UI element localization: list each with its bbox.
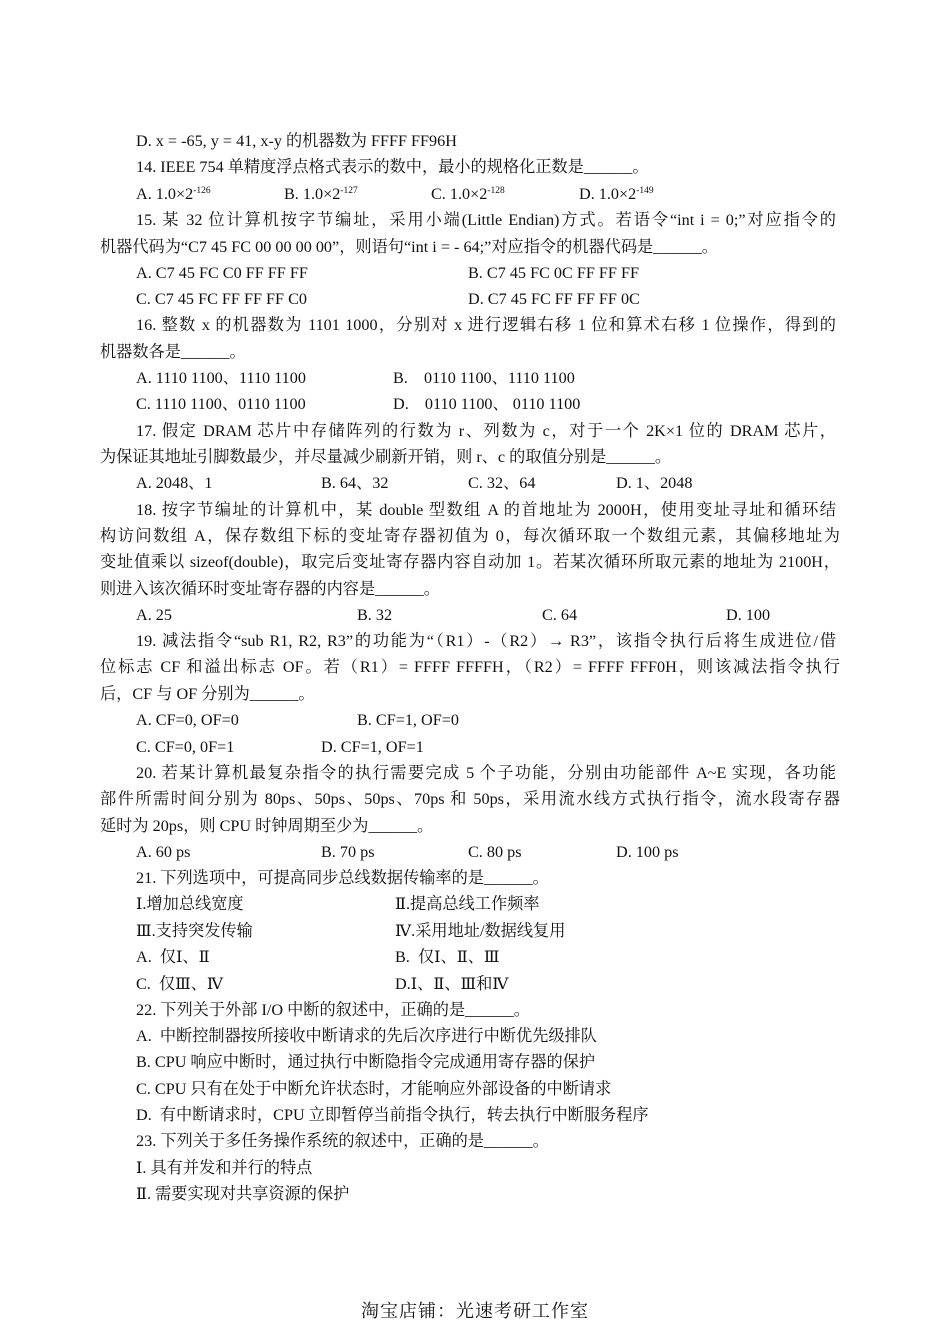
q15-option-d: D. C7 45 FC FF FF FF 0C <box>468 290 640 308</box>
q16-stem-line1: 16. 整数 x 的机器数为 1101 1000，分别对 x 进行逻辑右移 1 位和算术右移 1 位操作，得到的 <box>136 316 836 334</box>
q19-option-d: D. CF=1, OF=1 <box>321 738 424 756</box>
q22-stem: 22. 下列关于外部 I/O 中断的叙述中，正确的是______。 <box>136 1001 530 1019</box>
q21-item-1: Ⅰ.增加总线宽度 <box>136 895 244 913</box>
q18-stem-line2: 构访问数组 A，保存数组下标的变址寄存器初值为 0，每次循环取一个数组元素，其偏移地址为 <box>100 527 840 545</box>
q15-stem-line1: 15. 某 32 位计算机按字节编址，采用小端(Little Endian)方式。若语令“int i = 0;”对应指令的 <box>136 211 836 229</box>
q20-option-c: C. 80 ps <box>468 843 522 861</box>
q19-stem-line3: 后，CF 与 OF 分别为______。 <box>100 685 315 703</box>
q21-option-a: A. 仅Ⅰ、Ⅱ <box>136 948 210 966</box>
q21-stem: 21. 下列选项中，可提高同步总线数据传输率的是______。 <box>136 869 549 887</box>
q16-option-a: A. 1110 1100、1110 1100 <box>136 369 306 387</box>
q19-option-c: C. CF=0, 0F=1 <box>136 738 235 756</box>
q19-stem-line1: 19. 减法指令“sub R1, R2, R3”的功能为“（R1）-（R2）→ R3”，该指令执行后将生成进位/借 <box>136 632 836 650</box>
q17-option-a: A. 2048、1 <box>136 474 213 492</box>
q15-stem-line2: 机器代码为“C7 45 FC 00 00 00 00”，则语句“int i = - 64;”对应指令的机器代码是______。 <box>100 238 718 256</box>
shop-footer: 淘宝店铺：光速考研工作室 <box>361 1301 589 1321</box>
q17-stem-line1: 17. 假定 DRAM 芯片中存储阵列的行数为 r、列数为 c，对于一个 2K×1 位的 DRAM 芯片， <box>136 422 836 440</box>
q15-option-a: A. C7 45 FC C0 FF FF FF <box>136 264 308 282</box>
q22-option-c: C. CPU 只有在处于中断允许状态时，才能响应外部设备的中断请求 <box>136 1080 612 1098</box>
q17-option-b: B. 64、32 <box>321 474 389 492</box>
q22-option-b: B. CPU 响应中断时，通过执行中断隐指令完成通用寄存器的保护 <box>136 1053 596 1071</box>
q17-option-c: C. 32、64 <box>468 474 536 492</box>
q19-option-b: B. CF=1, OF=0 <box>357 711 459 729</box>
q14-option-a: A. $1.0\times 2^{-126}$ <box>136 185 211 203</box>
q14-option-d: D. $1.0\times 2^{-149}$ <box>579 185 654 203</box>
q17-option-d: D. 1、2048 <box>616 474 693 492</box>
q20-option-b: B. 70 ps <box>321 843 375 861</box>
q18-option-d: D. 100 <box>726 606 771 624</box>
q21-option-d: D.Ⅰ、Ⅱ、Ⅲ和Ⅳ <box>395 975 509 993</box>
q18-stem-line3: 变址值乘以 sizeof(double)，取完后变址寄存器内容自动加 1。若某次循环所取元素的地址为 2100H， <box>100 553 840 571</box>
q21-option-c: C. 仅Ⅲ、Ⅳ <box>136 975 224 993</box>
q19-stem-line2: 位标志 CF 和溢出标志 OF。若（R1）= FFFF FFFFH，（R2）= FFFF FFF0H，则该减法指令执行 <box>100 658 840 676</box>
q14-option-b: B. $1.0\times 2^{-127}$ <box>284 185 358 203</box>
q21-option-b: B. 仅Ⅰ、Ⅱ、Ⅲ <box>395 948 500 966</box>
q15-option-c: C. C7 45 FC FF FF FF C0 <box>136 290 307 308</box>
q13-option-d: D. x = -65, y = 41, x-y 的机器数为 FFFF FF96H <box>136 132 457 150</box>
q16-option-c: C. 1110 1100、0110 1100 <box>136 395 306 413</box>
q23-item-2: Ⅱ. 需要实现对共享资源的保护 <box>136 1185 350 1203</box>
q20-stem-line3: 延时为 20ps，则 CPU 时钟周期至少为______。 <box>100 817 434 835</box>
q14-option-c: C. $1.0\times 2^{-128}$ <box>431 185 505 203</box>
q20-option-a: A. 60 ps <box>136 843 191 861</box>
q16-option-d: D. 0110 1100、 0110 1100 <box>393 395 581 413</box>
q16-option-b: B. 0110 1100、1110 1100 <box>393 369 575 387</box>
q17-stem-line2: 为保证其地址引脚数最少，并尽量减少刷新开销，则 r、c 的取值分别是______。 <box>100 448 672 466</box>
q20-option-d: D. 100 ps <box>616 843 679 861</box>
q15-option-b: B. C7 45 FC 0C FF FF FF <box>468 264 639 282</box>
q20-stem-line1: 20. 若某计算机最复杂指令的执行需要完成 5 个子功能，分别由功能部件 A~E 实现，各功能 <box>136 764 836 782</box>
q18-option-c: C. 64 <box>542 606 578 624</box>
q16-stem-line2: 机器数各是______。 <box>100 343 246 361</box>
q21-item-4: Ⅳ.采用地址/数据线复用 <box>395 922 566 940</box>
q21-item-3: Ⅲ.支持突发传输 <box>136 922 253 940</box>
q18-stem-line4: 则进入该次循环时变址寄存器的内容是______。 <box>100 580 440 598</box>
q23-stem: 23. 下列关于多任务操作系统的叙述中，正确的是______。 <box>136 1132 549 1150</box>
q22-option-d: D. 有中断请求时，CPU 立即暂停当前指令执行，转去执行中断服务程序 <box>136 1106 649 1124</box>
q22-option-a: A. 中断控制器按所接收中断请求的先后次序进行中断优先级排队 <box>136 1027 597 1045</box>
q18-option-b: B. 32 <box>357 606 393 624</box>
q14-stem: 14. IEEE 754 单精度浮点格式表示的数中，最小的规格化正数是______。 <box>136 158 649 176</box>
q18-stem-line1: 18. 按字节编址的计算机中，某 double 型数组 A 的首地址为 2000H，使用变址寻址和循环结 <box>136 501 836 519</box>
q23-item-1: Ⅰ. 具有并发和并行的特点 <box>136 1159 313 1177</box>
q19-option-a: A. CF=0, OF=0 <box>136 711 239 729</box>
q21-item-2: Ⅱ.提高总线工作频率 <box>395 895 540 913</box>
q18-option-a: A. 25 <box>136 606 172 624</box>
q20-stem-line2: 部件所需时间分别为 80ps、50ps、50ps、70ps 和 50ps，采用流水线方式执行指令，流水段寄存器 <box>100 790 840 808</box>
